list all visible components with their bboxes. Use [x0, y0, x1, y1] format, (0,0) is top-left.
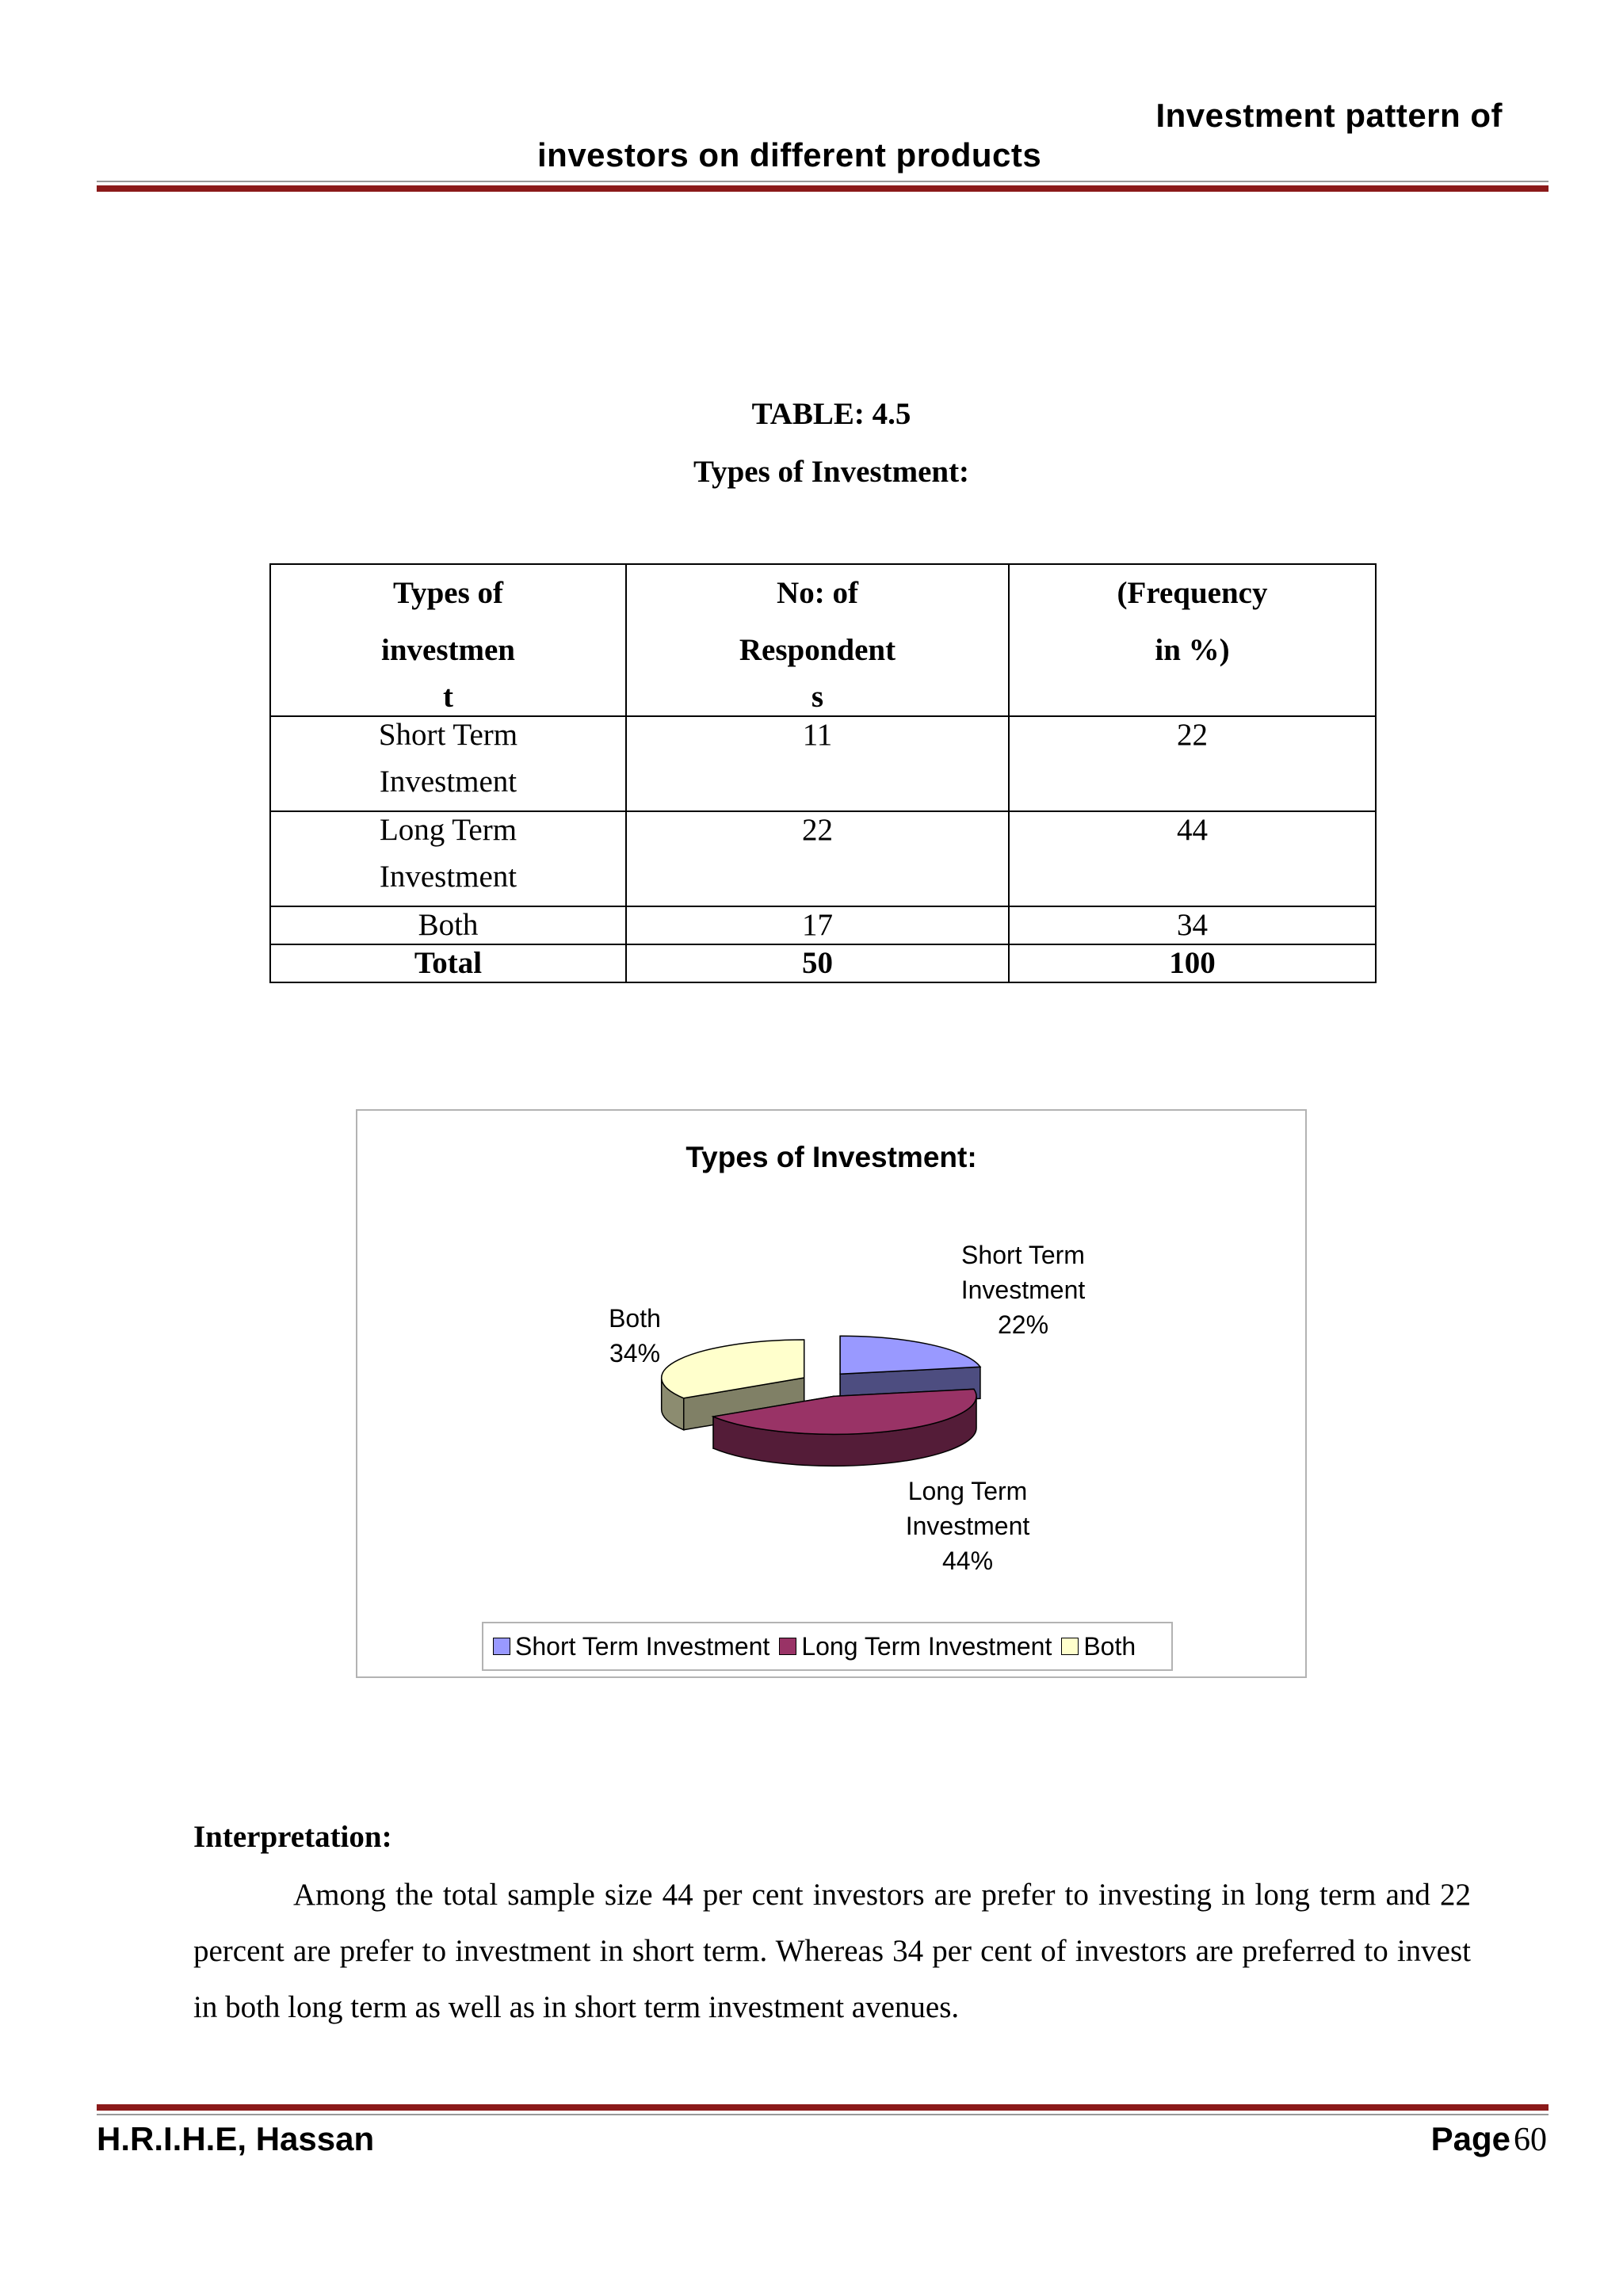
legend-item	[493, 1632, 769, 1661]
cell-type-line: Short Term	[378, 718, 518, 752]
table-header-row	[270, 564, 1376, 716]
cell-frequency: 44	[1009, 811, 1376, 906]
legend-swatch	[779, 1638, 796, 1655]
cell-frequency: 34	[1009, 906, 1376, 944]
header-rule-thin	[97, 181, 1549, 182]
table-row	[270, 906, 1376, 944]
cell-type-line: Investment	[379, 765, 517, 799]
slice-label-line: Long Term	[907, 1477, 1028, 1505]
header-respondents-line: No: of	[777, 576, 858, 610]
slice-label-long-term	[873, 1474, 1063, 1578]
cell-type: Both	[270, 906, 626, 944]
slice-label-line: Investment	[905, 1512, 1030, 1540]
slice-label-both	[587, 1301, 682, 1371]
footer-page-label: Page	[1430, 2120, 1510, 2157]
interpretation-title: Interpretation:	[193, 1820, 392, 1854]
slice-label-line: 34%	[609, 1339, 661, 1367]
slice-label-line: 22%	[997, 1310, 1049, 1339]
table-row	[270, 716, 1376, 811]
header-title-line-1: Investment pattern of	[1155, 97, 1503, 134]
chart-legend	[482, 1622, 1173, 1671]
header-types	[270, 564, 626, 716]
header-frequency-line: in %)	[1155, 633, 1230, 667]
cell-type	[270, 811, 626, 906]
header-respondents-line: s	[811, 680, 824, 714]
legend-item	[779, 1632, 1052, 1661]
footer-page-number: 60	[1514, 2122, 1547, 2158]
table-title: Types of Investment:	[693, 455, 970, 489]
table-total-row	[270, 944, 1376, 982]
header-respondents-line: Respondent	[739, 633, 896, 667]
table-caption: TABLE: 4.5	[751, 397, 911, 431]
cell-frequency: 22	[1009, 716, 1376, 811]
legend-label: Both	[1083, 1631, 1136, 1661]
slice-label-short-term	[928, 1238, 1118, 1342]
cell-respondents: 22	[626, 811, 1009, 906]
total-respondents: 50	[626, 944, 1009, 982]
legend-swatch	[493, 1638, 510, 1655]
total-frequency: 100	[1009, 944, 1376, 982]
legend-label: Short Term Investment	[515, 1631, 770, 1661]
legend-swatch	[1061, 1638, 1079, 1655]
table-row	[270, 811, 1376, 906]
slice-label-line: 44%	[941, 1547, 994, 1575]
cell-type	[270, 716, 626, 811]
chart-title: Types of Investment:	[685, 1141, 977, 1173]
slice-label-line: Short Term	[961, 1241, 1085, 1269]
header-frequency-line: (Frequency	[1117, 576, 1268, 610]
header-respondents	[626, 564, 1009, 716]
footer-rule-thin	[97, 2114, 1549, 2115]
cell-respondents: 11	[626, 716, 1009, 811]
cell-type-line: Long Term	[379, 813, 517, 847]
investment-table	[269, 563, 1377, 983]
legend-item	[1061, 1632, 1136, 1661]
header-rule-thick	[97, 185, 1549, 192]
header-frequency	[1009, 564, 1376, 716]
footer-institution: H.R.I.H.E, Hassan	[97, 2120, 375, 2157]
footer-rule-thick	[97, 2104, 1549, 2111]
header-types-line: investmen	[381, 633, 515, 667]
interpretation-text: Among the total sample size 44 per cent investors are prefer to investing in long term and 22 percent are prefer to investment in short term. Whereas 34 per cent of investors are preferred to invest in both long term as well as in short term investment avenues.	[193, 1878, 1471, 2024]
cell-respondents: 17	[626, 906, 1009, 944]
footer-page	[1431, 2120, 1547, 2159]
total-label: Total	[270, 944, 626, 982]
pie-chart-plot	[357, 1111, 1305, 1618]
header-types-line: Types of	[392, 576, 504, 610]
cell-type-line: Investment	[379, 860, 517, 894]
slice-label-line: Investment	[960, 1276, 1086, 1304]
pie-chart	[356, 1109, 1307, 1678]
header-types-line: t	[443, 680, 453, 714]
legend-label: Long Term Investment	[801, 1631, 1052, 1661]
slice-label-line: Both	[609, 1304, 661, 1333]
header-title-line-2: investors on different products	[537, 136, 1042, 174]
